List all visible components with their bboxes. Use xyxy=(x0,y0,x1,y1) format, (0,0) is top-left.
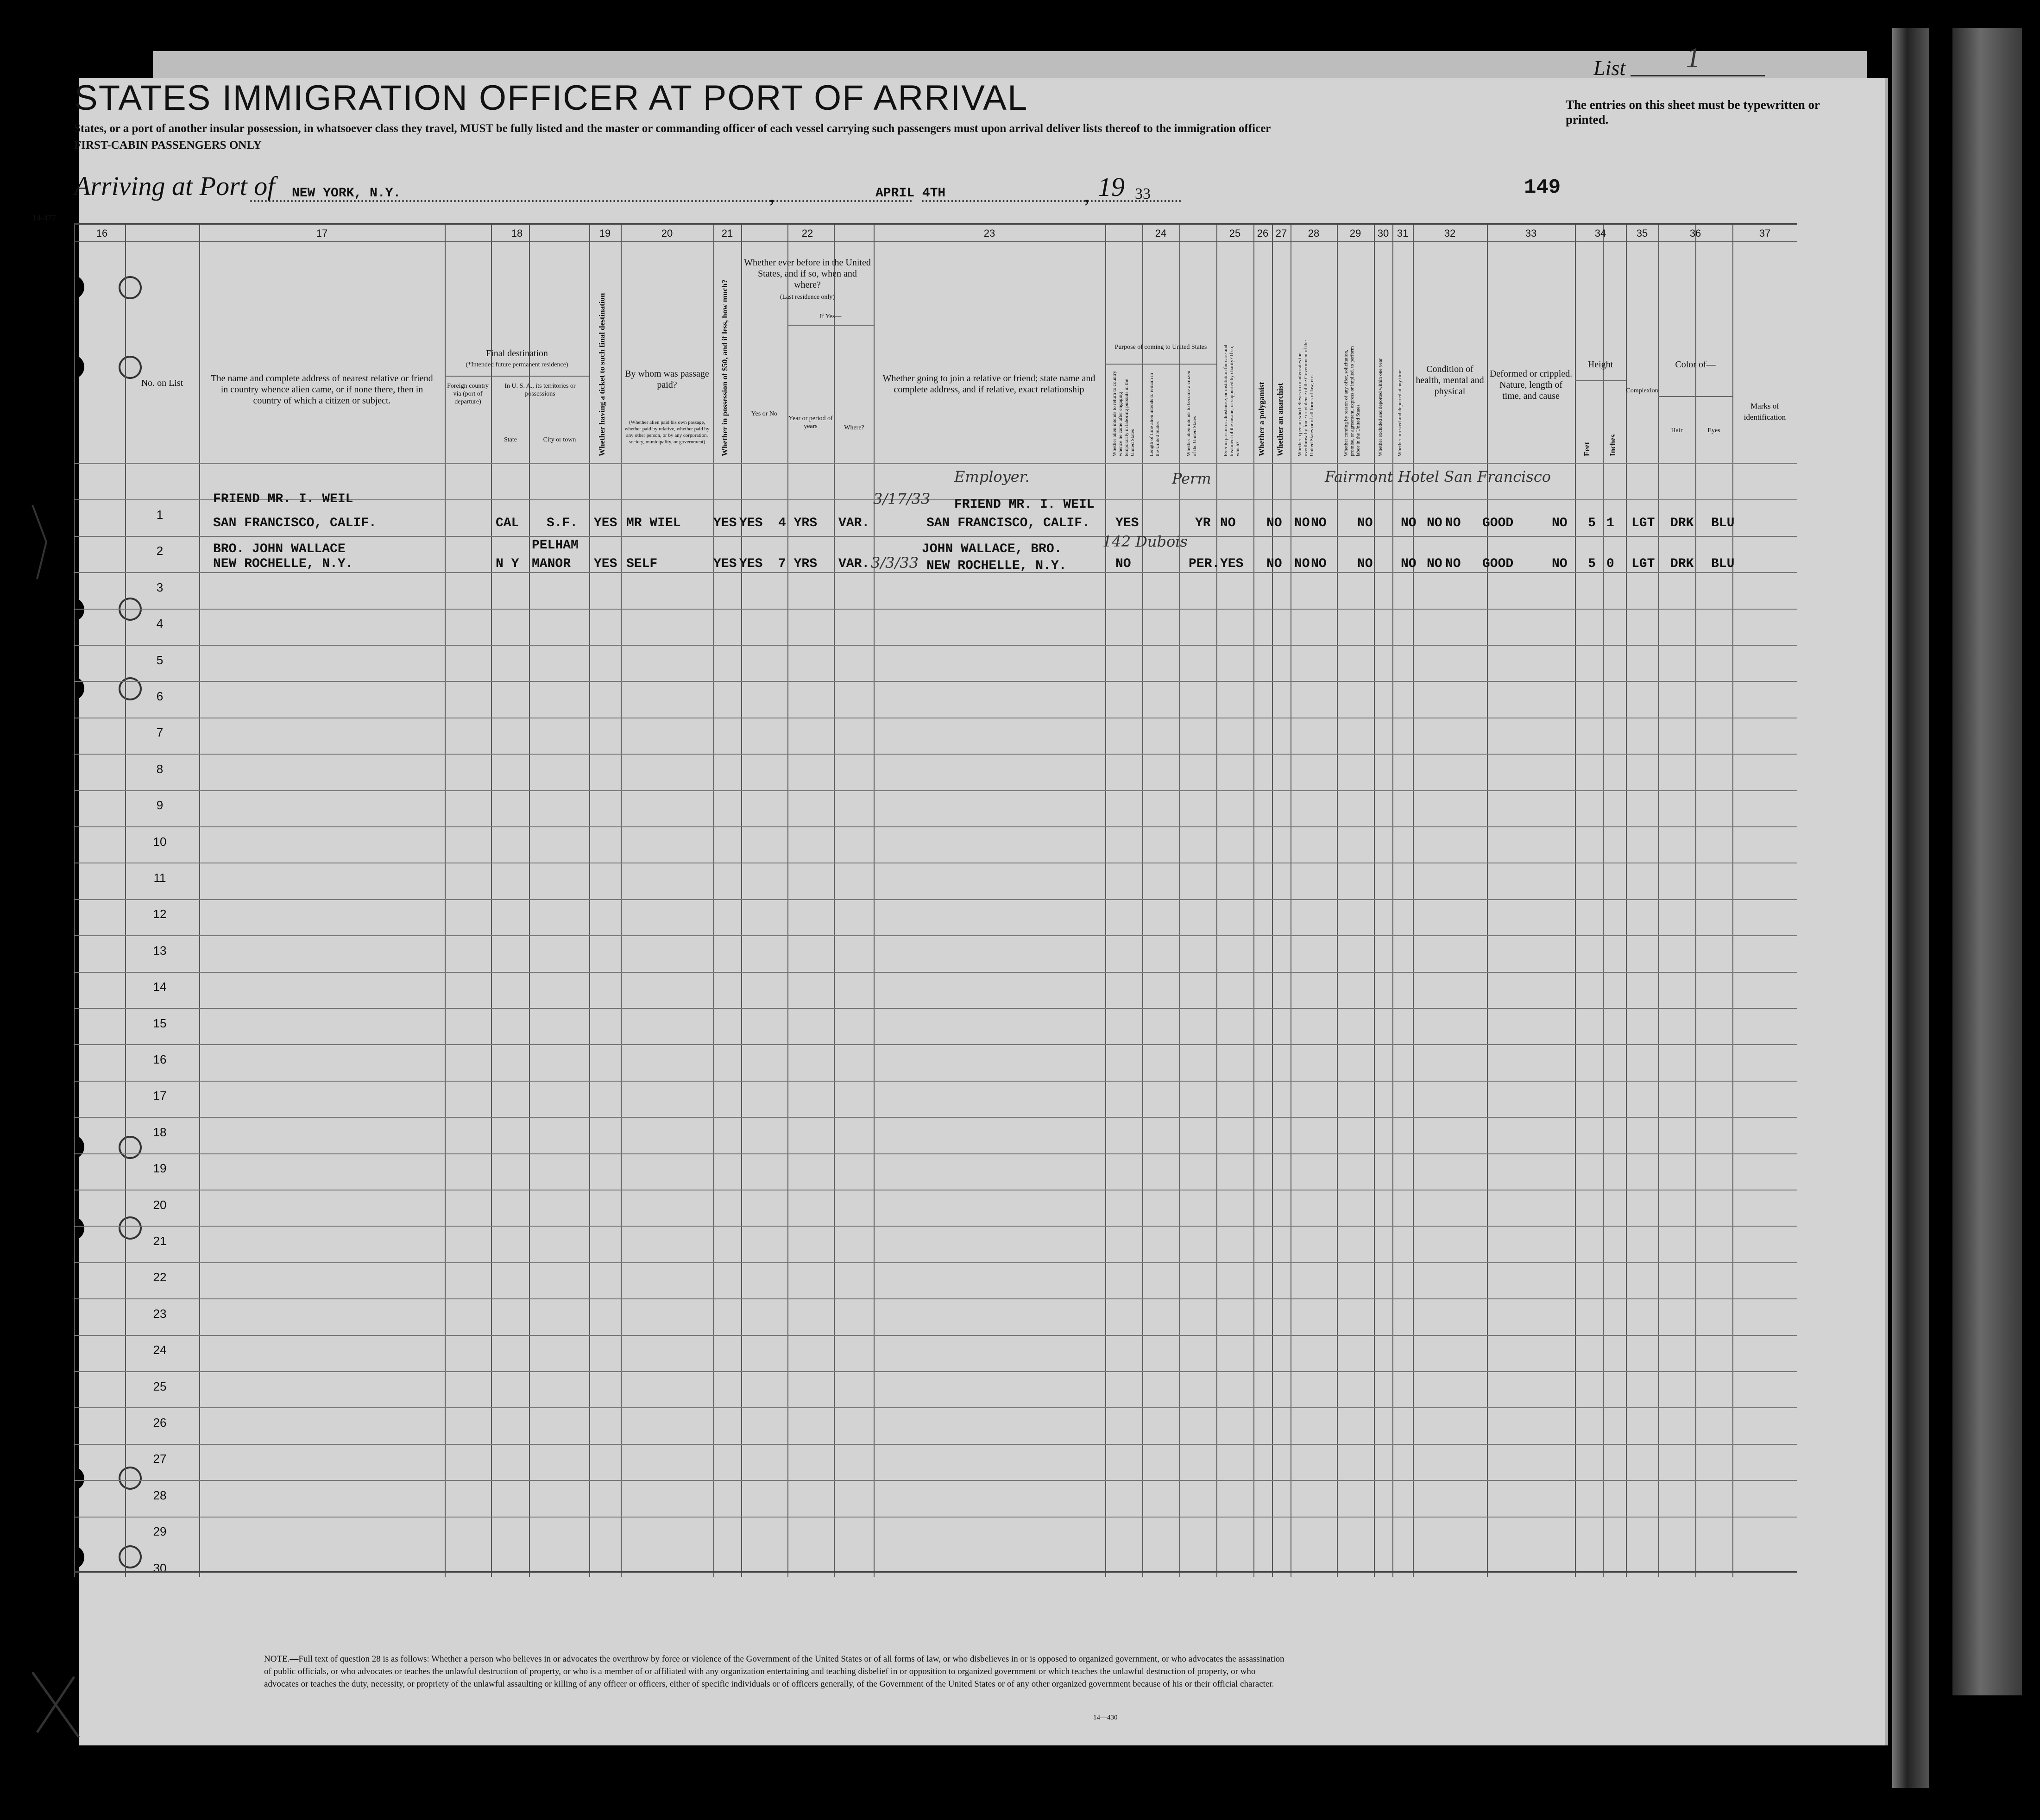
header-no-on-list: No. on List xyxy=(141,378,183,388)
row-number: 21 xyxy=(153,1234,167,1248)
header-where: Where? xyxy=(844,424,864,431)
anarchist-value: NO xyxy=(1311,516,1327,530)
binding-edge xyxy=(1952,28,2022,1695)
footer-form-code: 14—430 xyxy=(1093,1714,1118,1721)
complexion-value: LGT xyxy=(1631,557,1655,571)
row-rule xyxy=(74,790,1797,791)
header-fifty-dollars: Whether in possession of $50, and if less, how much? xyxy=(720,279,729,456)
row-rule xyxy=(74,681,1797,682)
height-inches: 0 xyxy=(1606,557,1614,571)
header-color-of: Color of— xyxy=(1675,359,1716,370)
header-by-whom-note: (Whether alien paid his own passage, whether paid by relative, whether paid by any other person, or by any corporation, society, municipality, or government) xyxy=(624,420,710,445)
prison-value: NO xyxy=(1266,516,1282,530)
header-eyes: Eyes xyxy=(1707,427,1720,434)
purpose-citizen: NO xyxy=(1220,516,1236,530)
arriving-label: Arriving at Port of xyxy=(74,171,275,201)
row-rule xyxy=(74,1298,1797,1299)
row-number: 7 xyxy=(156,725,164,740)
row-number: 23 xyxy=(153,1306,167,1321)
header-height: Height xyxy=(1587,359,1613,370)
row-rule xyxy=(74,1262,1797,1263)
height-feet: 5 xyxy=(1588,557,1596,571)
column-number: 22 xyxy=(801,227,813,239)
row-rule xyxy=(74,1153,1797,1154)
column-number: 32 xyxy=(1444,227,1456,239)
header-purpose-return: Whether alien intends to return to country whence he came after engaging temporarily in laboring pursuits in the United States xyxy=(1112,371,1135,456)
health-value: GOOD xyxy=(1482,516,1514,530)
row-number: 27 xyxy=(153,1452,167,1466)
row-number: 2 xyxy=(156,544,164,558)
header-q30: Whether excluded and deported within one year xyxy=(1378,358,1383,456)
row-number: 29 xyxy=(153,1524,167,1539)
destination-state: N Y xyxy=(496,557,519,571)
column-number: 33 xyxy=(1525,227,1537,239)
header-city: City or town xyxy=(543,436,576,443)
header-last-residence: (Last residence only) xyxy=(780,294,835,301)
year-value: 33 xyxy=(1135,185,1151,202)
form-instructions: States, or a port of another insular possession, in whatsoever class they travel, MUST be fully listed and the master or commanding officer of each vessel carrying such passengers must upon arrival deliver lists thereof to the immigration officer xyxy=(74,122,1271,135)
q29-value: NO xyxy=(1401,516,1417,530)
column-number: 18 xyxy=(511,227,523,239)
ticket-value: YES xyxy=(594,557,617,571)
column-number: 30 xyxy=(1377,227,1389,239)
height-inches: 1 xyxy=(1606,516,1614,530)
purpose-return: NO xyxy=(1115,557,1131,571)
table-body xyxy=(74,0,1797,1820)
purpose-length: PER. xyxy=(1189,557,1220,571)
departure-date: 3/3/33 xyxy=(871,554,919,572)
header-feet: Feet xyxy=(1582,441,1591,456)
header-q28: Whether a person who believes in or advocates the overthrow by force or violence of the Government of the United States or of all forms of law, etc. xyxy=(1297,340,1315,456)
date-value: APRIL 4TH xyxy=(875,186,946,201)
header-marks: Marks of identification xyxy=(1744,402,1786,422)
complexion-value: LGT xyxy=(1631,516,1655,530)
before-value: YES xyxy=(739,557,763,571)
column-number: 36 xyxy=(1689,227,1701,239)
column-number: 23 xyxy=(983,227,995,239)
binding-strip xyxy=(1892,28,1929,1788)
row-number: 10 xyxy=(153,834,167,849)
q29-value: NO xyxy=(1401,557,1417,571)
row-rule xyxy=(74,826,1797,827)
row-rule xyxy=(74,754,1797,755)
row-number: 26 xyxy=(153,1416,167,1430)
row-number: 18 xyxy=(153,1125,167,1139)
header-final-destination: Final destination xyxy=(486,348,548,359)
deformed-value: NO xyxy=(1552,516,1568,530)
header-polygamist: Whether a polygamist xyxy=(1257,382,1266,456)
separator-comma: , xyxy=(1084,181,1090,207)
row-number: 24 xyxy=(153,1343,167,1357)
row-rule xyxy=(74,1117,1797,1118)
form-code: 14-477 xyxy=(32,213,56,222)
header-foreign-country: Foreign country via (port of departure) xyxy=(447,383,489,405)
row-number: 4 xyxy=(156,617,164,631)
row-rule xyxy=(74,899,1797,900)
header-complexion: Complexion xyxy=(1626,387,1658,394)
column-number: 28 xyxy=(1308,227,1320,239)
relative-name: FRIEND MR. I. WEIL xyxy=(213,492,353,506)
hair-value: DRK xyxy=(1670,516,1694,530)
row-number: 8 xyxy=(156,762,164,776)
column-number: 24 xyxy=(1155,227,1167,239)
header-final-destination-note: (*Intended future permanent residence) xyxy=(466,361,568,368)
column-number: 19 xyxy=(599,227,611,239)
row-rule xyxy=(74,536,1797,537)
form-class-label: FIRST-CABIN PASSENGERS ONLY xyxy=(74,139,262,151)
row-number: 16 xyxy=(153,1052,167,1066)
header-ever-before: Whether ever before in the United States, and if so, when and where? xyxy=(744,258,871,290)
row-number: 11 xyxy=(153,871,166,885)
header-deformed: Deformed or crippled. Nature, length of time, and cause xyxy=(1489,369,1573,401)
footer-note: NOTE.—Full text of question 28 is as follows: Whether a person who believes in or advocates the overthrow by force or violence of the Government of the United States or of all forms of law, or who disbelieves in or is opposed to organized government, or who advocates the assassination of public officials, or who advocates or teaches the unlawful destruction of property, or who is a member of or affiliated with any organization entertaining and teaching disbelief in or opposition to organized government or which teaches the unlawful destruction of property, or who advocates or teaches the duty, necessity, or propriety of the unlawful assaulting or killing of any officer or officers, either of specific individuals or of officers generally, of the Government of the United States or of any other organized government because of his or their official character. xyxy=(264,1654,1284,1689)
column-number: 17 xyxy=(316,227,328,239)
q30-value: NO xyxy=(1427,557,1442,571)
row-rule xyxy=(74,1008,1797,1009)
column-number: 29 xyxy=(1349,227,1361,239)
column-number: 31 xyxy=(1397,227,1409,239)
header-year-period: Year or period of years xyxy=(788,415,833,430)
relative-name: BRO. JOHN WALLACE xyxy=(213,542,346,556)
purpose-return: YES xyxy=(1115,516,1139,530)
destination-city: S.F. xyxy=(547,516,578,530)
join-address: SAN FRANCISCO, CALIF. xyxy=(926,516,1090,530)
row-rule xyxy=(74,935,1797,936)
header-condition: Condition of health, mental and physical xyxy=(1416,364,1484,397)
row-number: 12 xyxy=(153,907,167,921)
q28-value: NO xyxy=(1357,557,1373,571)
header-yes-no: Yes or No xyxy=(751,410,778,417)
row-number: 1 xyxy=(156,508,164,522)
row-number: 30 xyxy=(153,1561,167,1575)
destination-city-line1: PELHAM xyxy=(532,538,579,553)
row-number: 17 xyxy=(153,1089,167,1103)
join-name: JOHN WALLACE, BRO. xyxy=(922,542,1062,556)
where-value: VAR. xyxy=(838,557,870,571)
table-bottom-rule xyxy=(74,1571,1797,1573)
eyes-value: BLU xyxy=(1711,557,1735,571)
polygamist-value: NO xyxy=(1294,516,1310,530)
row-rule xyxy=(74,1081,1797,1082)
q31-value: NO xyxy=(1445,516,1461,530)
row-number: 5 xyxy=(156,653,164,667)
prison-value: NO xyxy=(1266,557,1282,571)
header-purpose: Purpose of coming to United States xyxy=(1114,344,1207,351)
period-value: 7 YRS xyxy=(778,557,818,571)
header-prison: Ever in prison or almshouse, or institution for care and treatment of the insane, or supported by charity? If so, which? xyxy=(1223,345,1240,456)
row-number: 6 xyxy=(156,689,164,703)
column-number: 26 xyxy=(1257,227,1269,239)
row-rule xyxy=(74,1371,1797,1372)
purpose-length: YR xyxy=(1195,516,1211,530)
relative-address: SAN FRANCISCO, CALIF. xyxy=(213,516,377,530)
fifty-dollars-value: YES xyxy=(713,557,737,571)
row-number: 25 xyxy=(153,1379,167,1393)
column-number: 25 xyxy=(1229,227,1241,239)
row-rule xyxy=(74,463,1797,464)
row-number: 9 xyxy=(156,798,164,812)
header-hair: Hair xyxy=(1671,427,1683,434)
hair-value: DRK xyxy=(1670,557,1694,571)
header-by-whom: By whom was passage paid? xyxy=(625,369,709,390)
header-inches: Inches xyxy=(1608,434,1617,456)
handwritten-note: Perm xyxy=(1172,470,1211,487)
anarchist-value: NO xyxy=(1311,557,1327,571)
header-nearest-relative: The name and complete address of nearest relative or friend in country whence alien came, or if none there, then in country of which a citizen or subject. xyxy=(211,373,433,406)
where-value: VAR. xyxy=(838,516,870,530)
header-anarchist: Whether an anarchist xyxy=(1276,383,1284,456)
paid-by-value: SELF xyxy=(626,557,658,571)
year-prefix: 19 xyxy=(1098,172,1125,202)
row-rule xyxy=(74,1335,1797,1336)
row-rule xyxy=(74,1444,1797,1445)
row-rule xyxy=(74,1226,1797,1227)
header-join-relative: Whether going to join a relative or friend; state name and complete address, and if relative, exact relationship xyxy=(882,373,1096,395)
handwritten-note: Fairmont Hotel San Francisco xyxy=(1325,468,1551,485)
purpose-citizen: YES xyxy=(1220,557,1244,571)
row-number: 14 xyxy=(153,980,167,994)
row-rule xyxy=(74,645,1797,646)
row-rule xyxy=(74,1517,1797,1518)
departure-date: 3/17/33 xyxy=(873,490,931,508)
handwritten-note: 142 Dubois xyxy=(1102,533,1188,550)
destination-city-line2: MANOR xyxy=(532,557,571,571)
row-number: 19 xyxy=(153,1161,167,1176)
polygamist-value: NO xyxy=(1294,557,1310,571)
row-rule xyxy=(74,972,1797,973)
port-value: NEW YORK, N.Y. xyxy=(292,186,401,201)
join-address: NEW ROCHELLE, N.Y. xyxy=(926,559,1067,573)
header-state: State xyxy=(504,436,517,443)
column-number: 21 xyxy=(721,227,733,239)
row-number: 20 xyxy=(153,1197,167,1212)
header-q31: Whether arrested and deported at any time xyxy=(1397,370,1403,456)
row-number: 13 xyxy=(153,943,167,957)
row-number: 15 xyxy=(153,1016,167,1030)
column-number: 35 xyxy=(1636,227,1648,239)
column-number: 37 xyxy=(1759,227,1771,239)
header-q29: Whether coming by reason of any offer, solicitation, promise, or agreement, express or implied, to perform labor in the United States xyxy=(1343,346,1361,456)
row-number: 22 xyxy=(153,1270,167,1285)
column-number: 27 xyxy=(1275,227,1287,239)
row-rule xyxy=(74,1407,1797,1408)
column-number: 34 xyxy=(1594,227,1606,239)
header-if-yes: If Yes— xyxy=(819,313,842,320)
before-value: YES xyxy=(739,516,763,530)
row-number: 3 xyxy=(156,580,164,594)
fifty-dollars-value: YES xyxy=(713,516,737,530)
row-rule xyxy=(74,609,1797,610)
paid-by-value: MR WIEL xyxy=(626,516,681,530)
list-number: 1 xyxy=(1686,42,1700,73)
entries-note: The entries on this sheet must be typewritten or printed. xyxy=(1566,98,1820,126)
join-name: FRIEND MR. I. WEIL xyxy=(954,498,1095,512)
header-purpose-length: Length of time alien intends to remain in the United States xyxy=(1149,373,1160,456)
header-ticket: Whether having a ticket to such final destination xyxy=(598,293,606,456)
period-value: 4 YRS xyxy=(778,516,818,530)
row-number: 28 xyxy=(153,1488,167,1502)
q30-value: NO xyxy=(1427,516,1442,530)
ticket-value: YES xyxy=(594,516,617,530)
height-feet: 5 xyxy=(1588,516,1596,530)
separator-comma: , xyxy=(769,181,775,207)
sheet-number: 149 xyxy=(1524,176,1561,199)
eyes-value: BLU xyxy=(1711,516,1735,530)
margin-pencil-mark xyxy=(28,500,65,584)
health-value: GOOD xyxy=(1482,557,1514,571)
form-title: STATES IMMIGRATION OFFICER AT PORT OF ARRIVAL xyxy=(74,78,1028,118)
header-purpose-citizen: Whether alien intends to become a citizen of the United States xyxy=(1186,371,1197,456)
deformed-value: NO xyxy=(1552,557,1568,571)
row-rule xyxy=(74,1480,1797,1481)
row-rule xyxy=(74,1044,1797,1045)
column-number: 16 xyxy=(96,227,108,239)
q28-value: NO xyxy=(1357,516,1373,530)
destination-state: CAL xyxy=(496,516,519,530)
q31-value: NO xyxy=(1445,557,1461,571)
handwritten-note: Employer. xyxy=(954,468,1030,485)
header-in-usa: In U. S. A., its territories or possessions xyxy=(504,383,576,397)
list-label: List xyxy=(1593,56,1626,80)
column-number: 20 xyxy=(661,227,673,239)
relative-address: NEW ROCHELLE, N.Y. xyxy=(213,557,353,571)
